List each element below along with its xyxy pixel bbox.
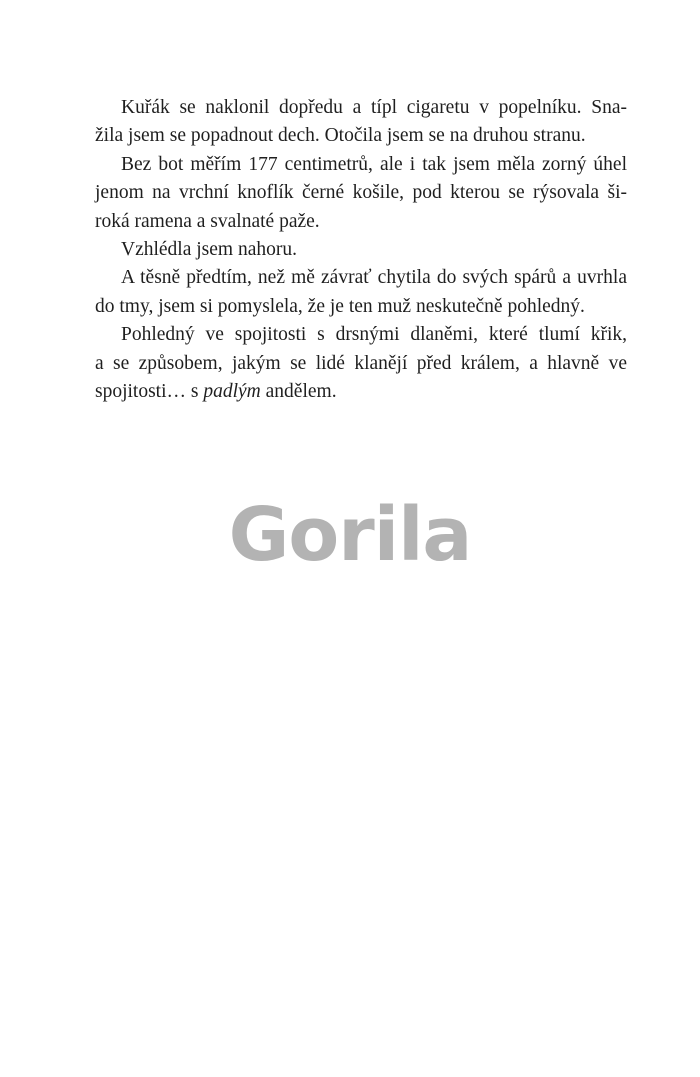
text-line: Vzhlédla jsem nahoru. xyxy=(121,239,297,261)
paragraph xyxy=(95,264,627,321)
text-line: Pohledný ve spojitosti s drsnými dlaněmi, které tlumí křik, xyxy=(121,324,627,346)
publisher-watermark: Gorila xyxy=(228,492,472,578)
text-line: roká ramena a svalnaté paže. xyxy=(95,210,320,232)
text-line: a se způsobem, jakým se lidé klanějí před králem, a hlavně ve xyxy=(95,352,627,374)
text-line: žila jsem se popadnout dech. Otočila jsem se na druhou stranu. xyxy=(95,125,586,147)
paragraph xyxy=(95,94,627,151)
text-line: jenom na vrchní knoflík černé košile, pod kterou se rýsovala ši- xyxy=(95,182,627,204)
paragraph xyxy=(95,321,627,406)
text-segment: andělem. xyxy=(260,381,337,403)
text-line xyxy=(95,378,627,406)
paragraph xyxy=(95,151,627,236)
paragraph xyxy=(95,236,627,264)
body-text xyxy=(95,94,627,406)
text-line: Kuřák se naklonil dopředu a típl cigaretu v popelníku. Sna- xyxy=(121,97,627,118)
text-line: Bez bot měřím 177 centimetrů, ale i tak jsem měla zorný úhel xyxy=(121,153,627,175)
emphasized-word: padlým xyxy=(203,381,261,403)
text-line: A těsně předtím, než mě závrať chytila do svých spárů a uvrhla xyxy=(121,267,627,289)
text-line: do tmy, jsem si pomyslela, že je ten muž neskutečně pohledný. xyxy=(95,295,585,317)
text-segment: spojitosti… s xyxy=(95,381,204,403)
